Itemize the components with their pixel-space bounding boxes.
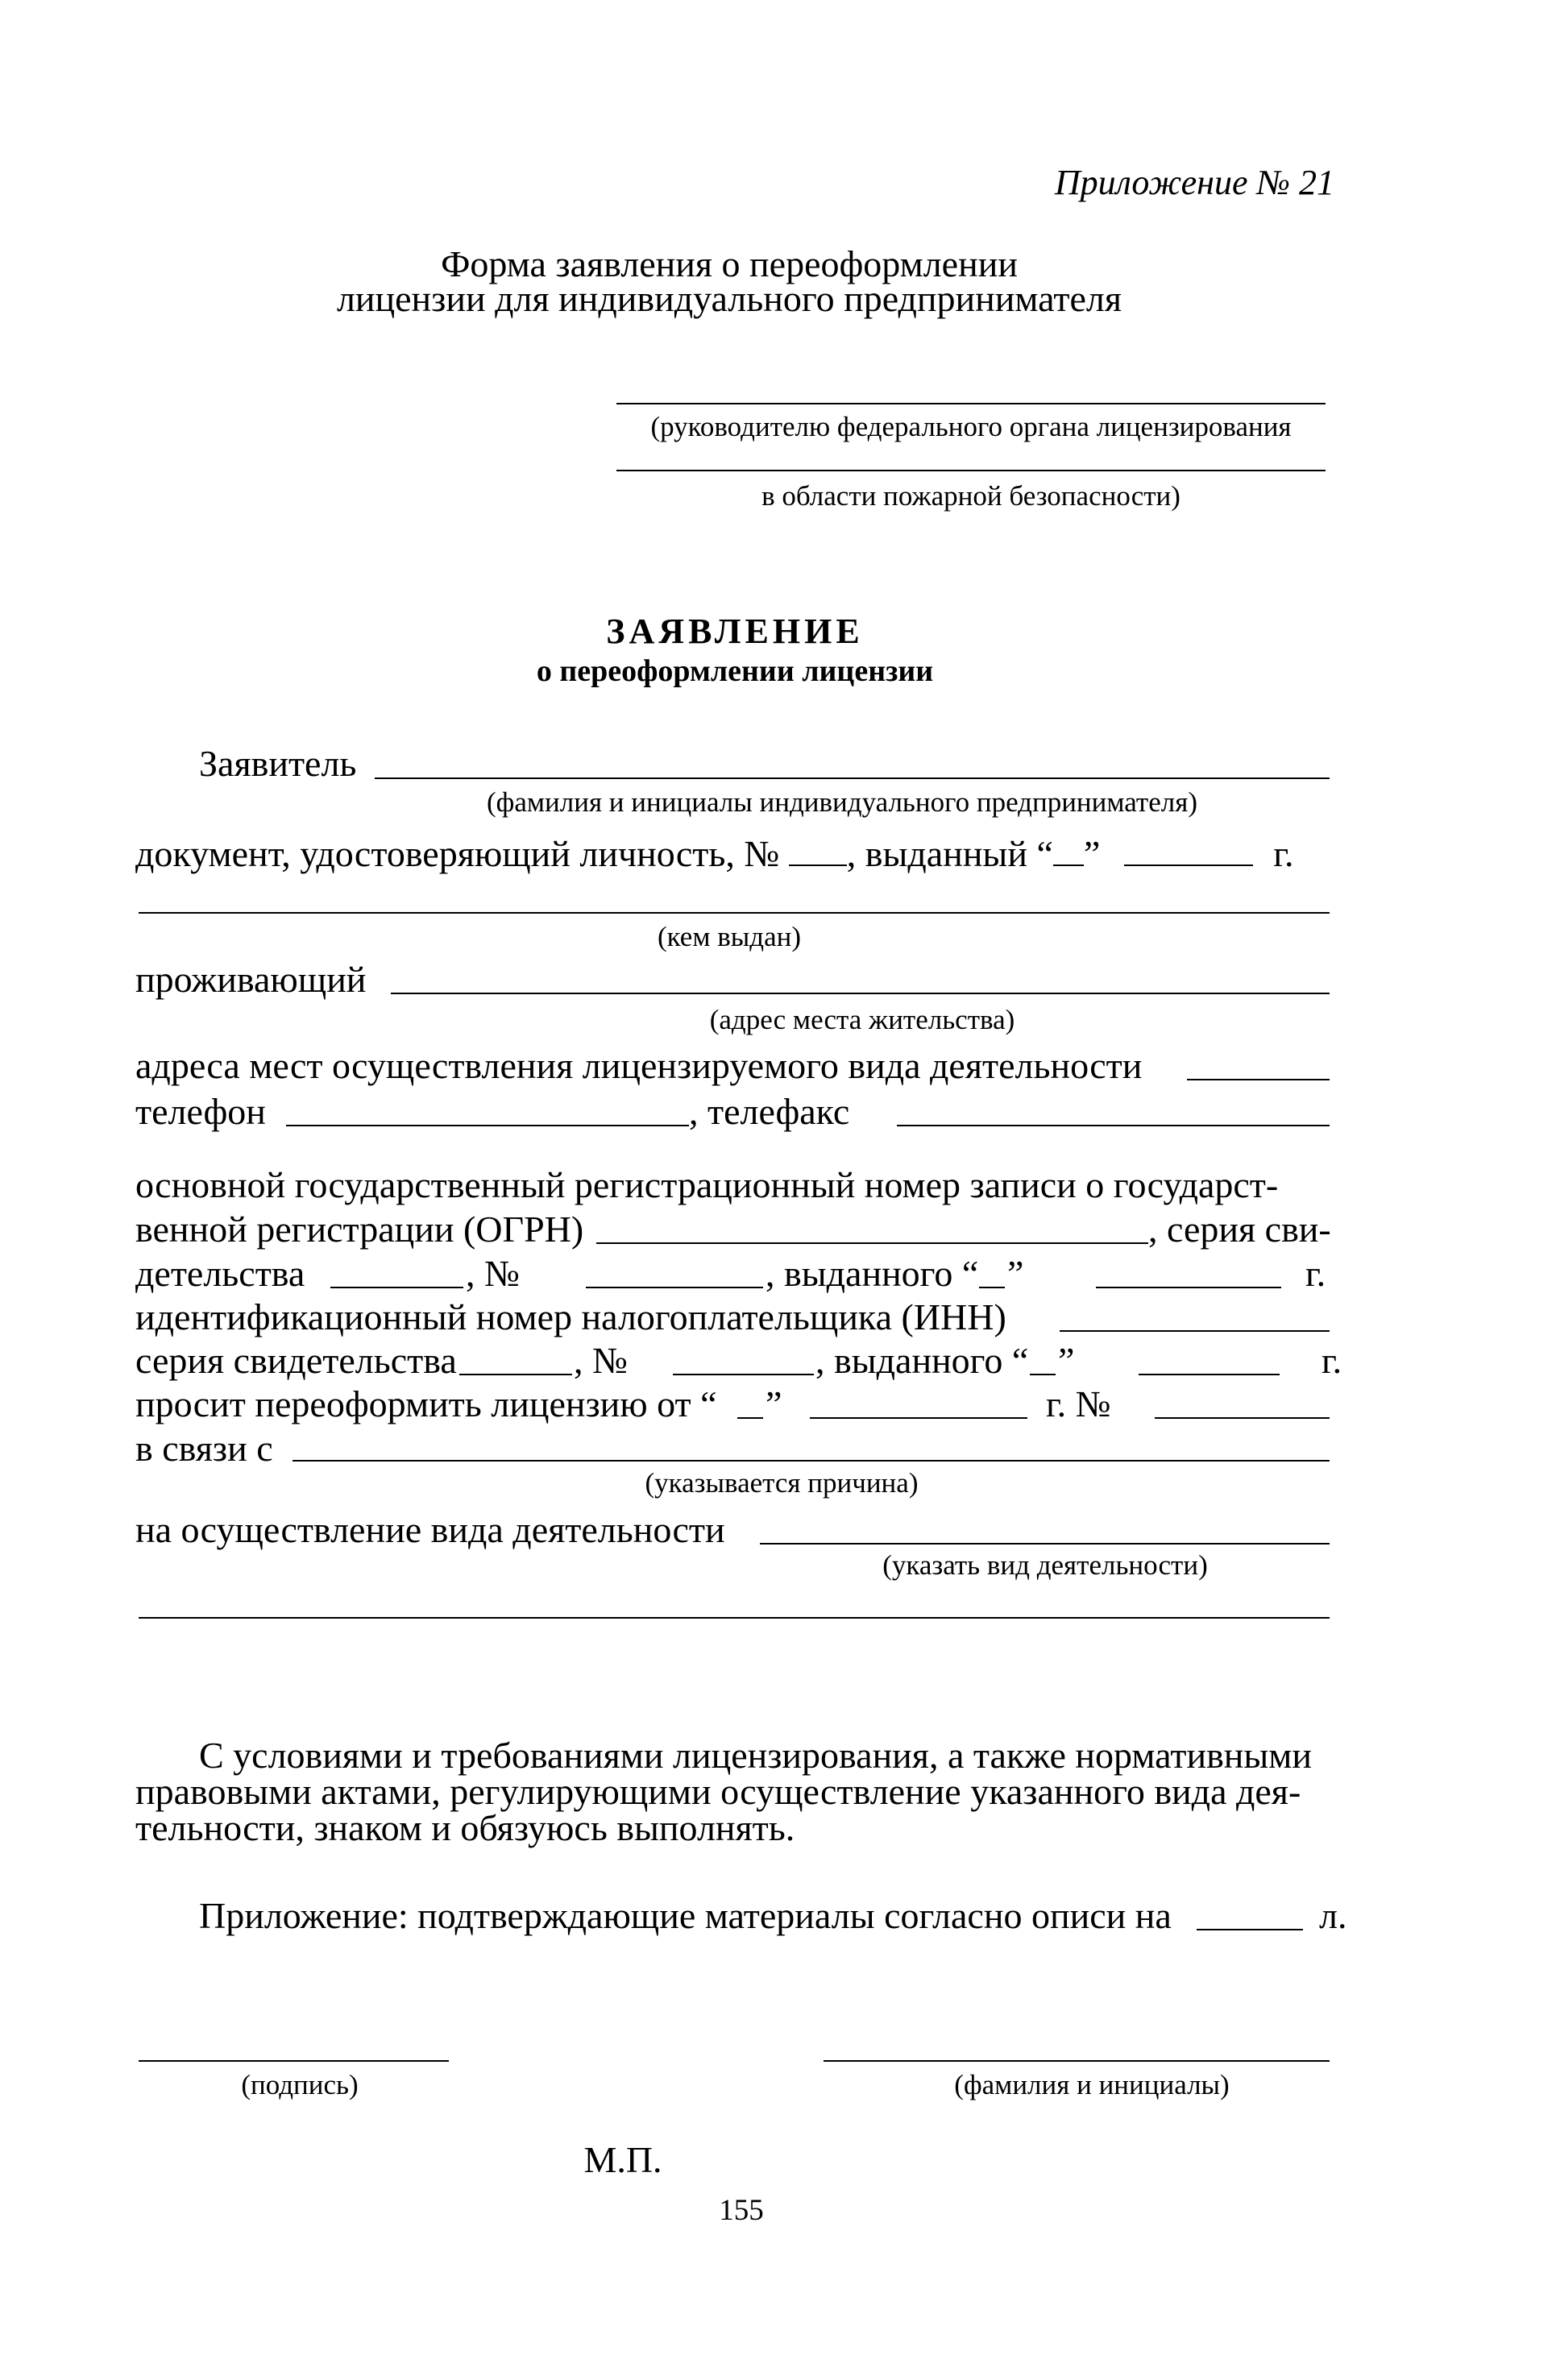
ogrn-line-2-label: венной регистрации (ОГРН) bbox=[135, 1209, 584, 1250]
id-quote-close: ” bbox=[1083, 833, 1101, 874]
inn-cert-number-field[interactable] bbox=[673, 1374, 814, 1375]
inn-field[interactable] bbox=[1060, 1330, 1330, 1332]
conditions-line-3: тельности, знаком и обязуюсь выполнять. bbox=[135, 1807, 795, 1848]
activity-addresses-field[interactable] bbox=[1187, 1079, 1330, 1080]
name-initials-caption: (фамилия и инициалы) bbox=[954, 2069, 1230, 2100]
inn-cert-day-field[interactable] bbox=[1030, 1374, 1056, 1375]
inn-cert-date-field[interactable] bbox=[1139, 1374, 1280, 1375]
fax-label: , телефакс bbox=[689, 1091, 850, 1132]
residing-label: проживающий bbox=[135, 959, 367, 1000]
issued-by-input-line[interactable] bbox=[139, 912, 1330, 914]
issued-by-caption: (кем выдан) bbox=[658, 921, 801, 952]
phone-field[interactable] bbox=[286, 1125, 689, 1126]
applicant-caption: (фамилия и инициалы индивидуального предпринимателя) bbox=[487, 786, 1197, 818]
document-subtitle: о переоформлении лицензии bbox=[536, 654, 934, 688]
cert-number-label: , № bbox=[466, 1253, 520, 1294]
attachment-pages-field[interactable] bbox=[1197, 1929, 1303, 1930]
id-issued-day-field[interactable] bbox=[1053, 865, 1084, 866]
cert-quote-close: ” bbox=[1007, 1253, 1024, 1294]
name-initials-line[interactable] bbox=[824, 2060, 1330, 2062]
activity-extra-line[interactable] bbox=[139, 1617, 1330, 1619]
inn-cert-number-label: , № bbox=[574, 1340, 628, 1381]
reason-input-line[interactable] bbox=[293, 1460, 1330, 1462]
id-issued-date-field[interactable] bbox=[1124, 865, 1253, 866]
cert-issued-label: , выданного “ bbox=[766, 1253, 979, 1294]
request-label: просит переоформить лицензию от “ bbox=[135, 1383, 717, 1424]
inn-cert-quote-close: ” bbox=[1058, 1340, 1075, 1381]
addressee-line-2[interactable] bbox=[616, 470, 1326, 471]
fax-field[interactable] bbox=[897, 1125, 1330, 1126]
id-year-label: г. bbox=[1273, 833, 1294, 874]
activity-caption: (указать вид деятельности) bbox=[882, 1549, 1208, 1581]
request-day-field[interactable] bbox=[737, 1417, 763, 1419]
ogrn-field[interactable] bbox=[596, 1242, 1148, 1244]
id-document-label: документ, удостоверяющий личность, № bbox=[135, 833, 780, 874]
reason-label: в связи с bbox=[135, 1428, 273, 1469]
page-number: 155 bbox=[719, 2194, 764, 2227]
document-title: ЗАЯВЛЕНИЕ bbox=[606, 612, 864, 651]
appendix-label: Приложение № 21 bbox=[1054, 163, 1334, 202]
form-title-line2: лицензии для индивидуального предпринимателя bbox=[336, 278, 1122, 319]
addressee-caption-2: в области пожарной безопасности) bbox=[761, 480, 1180, 512]
stamp-placeholder: М.П. bbox=[583, 2139, 662, 2180]
inn-cert-label: серия свидетельства bbox=[135, 1340, 457, 1381]
form-title-line1: Форма заявления о переоформлении bbox=[441, 243, 1018, 284]
cert-day-field[interactable] bbox=[979, 1287, 1005, 1288]
inn-label: идентификационный номер налогоплательщика (ИНН) bbox=[135, 1296, 1006, 1337]
cert-date-field[interactable] bbox=[1096, 1287, 1281, 1288]
conditions-line-1: С условиями и требованиями лицензирования, а также нормативными bbox=[199, 1735, 1313, 1776]
request-date-field[interactable] bbox=[810, 1417, 1027, 1419]
cert-number-field[interactable] bbox=[586, 1287, 763, 1288]
activity-label: на осуществление вида деятельности bbox=[135, 1509, 725, 1550]
residing-caption: (адрес места жительства) bbox=[709, 1004, 1015, 1035]
request-number-label: г. № bbox=[1046, 1383, 1111, 1424]
phone-label: телефон bbox=[135, 1091, 266, 1132]
id-issued-label: , выданный “ bbox=[846, 833, 1053, 874]
signature-line[interactable] bbox=[139, 2060, 449, 2062]
activity-input-line[interactable] bbox=[760, 1543, 1330, 1545]
addressee-line-1[interactable] bbox=[616, 403, 1326, 404]
signature-caption: (подпись) bbox=[241, 2069, 359, 2100]
ogrn-series-label: , серия сви- bbox=[1148, 1209, 1331, 1250]
attachment-label: Приложение: подтверждающие материалы согласно описи на bbox=[199, 1895, 1172, 1936]
activity-addresses-label: адреса мест осуществления лицензируемого вида деятельности bbox=[135, 1045, 1143, 1086]
id-document-row bbox=[135, 835, 1293, 873]
addressee-caption-1: (руководителю федерального органа лицензирования bbox=[650, 411, 1292, 442]
cert-label: детельства bbox=[135, 1253, 305, 1294]
cert-series-field[interactable] bbox=[330, 1287, 463, 1288]
inn-cert-year-label: г. bbox=[1322, 1340, 1342, 1381]
id-number-field[interactable] bbox=[789, 865, 847, 866]
ogrn-line-1: основной государственный регистрационный номер записи о государст- bbox=[135, 1164, 1279, 1205]
inn-cert-issued-label: , выданного “ bbox=[815, 1340, 1029, 1381]
conditions-line-2: правовыми актами, регулирующими осуществление указанного вида дея- bbox=[135, 1771, 1301, 1812]
attachment-unit: л. bbox=[1319, 1895, 1347, 1936]
residing-input-line[interactable] bbox=[391, 993, 1330, 994]
inn-cert-series-field[interactable] bbox=[459, 1374, 572, 1375]
reason-caption: (указывается причина) bbox=[645, 1467, 919, 1499]
applicant-label: Заявитель bbox=[199, 743, 357, 784]
request-quote-close: ” bbox=[766, 1383, 782, 1424]
cert-year-label: г. bbox=[1305, 1253, 1326, 1294]
applicant-input-line[interactable] bbox=[375, 777, 1330, 779]
request-number-field[interactable] bbox=[1155, 1417, 1330, 1419]
